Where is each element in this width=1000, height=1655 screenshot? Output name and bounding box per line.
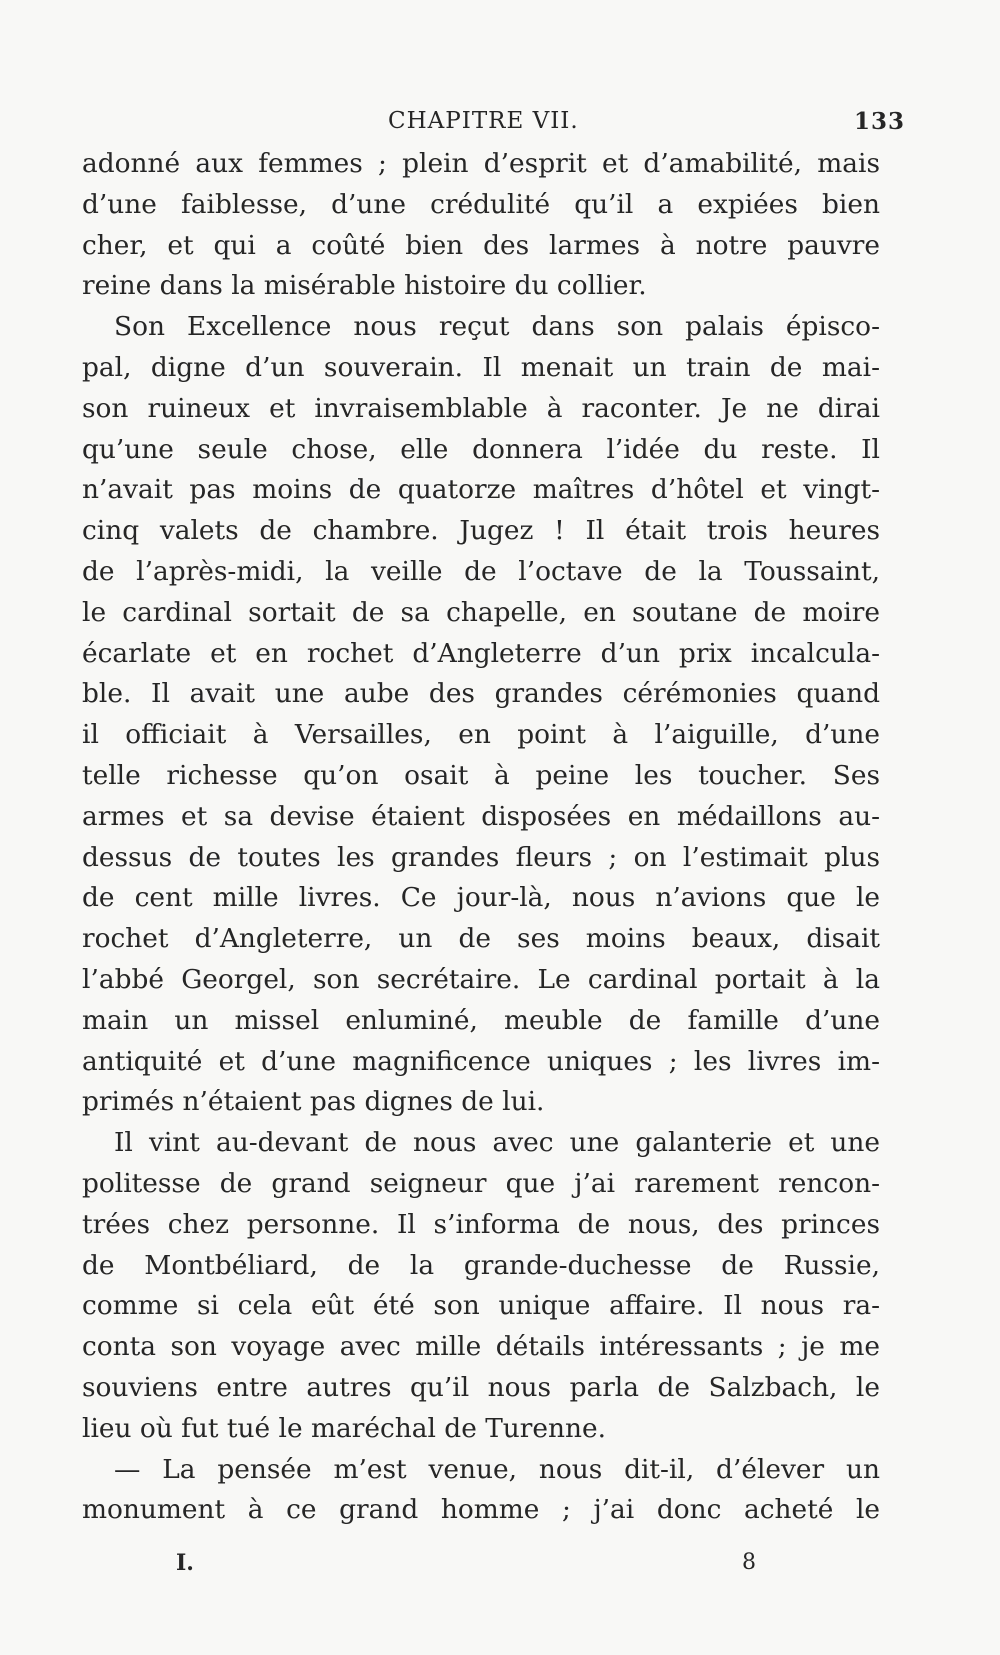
text-line: le cardinal sortait de sa chapelle, en soutane de moire xyxy=(82,596,880,628)
text-line: n’avait pas moins de quatorze maîtres d’hôtel et vingt- xyxy=(82,474,880,506)
text-line: d’une faiblesse, d’une crédulité qu’il a expiées bien xyxy=(82,188,880,220)
text-line: cher, et qui a coûté bien des larmes à notre pauvre xyxy=(82,229,880,261)
text-line: monument à ce grand homme ; j’ai donc acheté le xyxy=(82,1494,880,1526)
text-line: antiquité et d’une magnificence uniques ; les livres im- xyxy=(82,1045,880,1077)
text-line: primés n’étaient pas dignes de lui. xyxy=(82,1086,545,1118)
text-line: écarlate et en rochet d’Angleterre d’un prix incalcula- xyxy=(82,637,880,669)
text-line: son ruineux et invraisemblable à raconter. Je ne dirai xyxy=(82,392,880,424)
text-line: l’abbé Georgel, son secrétaire. Le cardinal portait à la xyxy=(82,963,880,995)
text-line: telle richesse qu’on osait à peine les toucher. Ses xyxy=(82,759,880,791)
signature-number: 8 xyxy=(742,1550,756,1575)
text-line: main un missel enluminé, meuble de famille d’une xyxy=(82,1004,880,1036)
text-line: — La pensée m’est venue, nous dit-il, d’élever un xyxy=(114,1453,880,1485)
text-line: ble. Il avait une aube des grandes cérémonies quand xyxy=(82,678,880,710)
text-line: trées chez personne. Il s’informa de nous, des princes xyxy=(82,1208,880,1240)
text-line: Il vint au-devant de nous avec une galanterie et une xyxy=(114,1127,880,1159)
text-line: il officiait à Versailles, en point à l’aiguille, d’une xyxy=(82,719,880,751)
text-line: politesse de grand seigneur que j’ai rarement rencon- xyxy=(82,1167,880,1199)
text-line: reine dans la misérable histoire du collier. xyxy=(82,270,647,302)
text-line: adonné aux femmes ; plein d’esprit et d’amabilité, mais xyxy=(82,148,880,179)
text-line: lieu où fut tué le maréchal de Turenne. xyxy=(82,1412,607,1444)
text-line: de l’après-midi, la veille de l’octave de la Toussaint, xyxy=(82,555,880,587)
running-header xyxy=(0,108,1000,138)
signature-mark: I. xyxy=(176,1550,194,1576)
text-line: conta son voyage avec mille détails intéressants ; je me xyxy=(82,1331,880,1363)
text-line: souviens entre autres qu’il nous parla de Salzbach, le xyxy=(82,1371,880,1403)
text-line: Son Excellence nous reçut dans son palais épisco- xyxy=(114,311,880,343)
running-title: CHAPITRE VII. xyxy=(388,108,579,134)
text-line: de Montbéliard, de la grande-duchesse de Russie, xyxy=(82,1249,880,1281)
text-line: cinq valets de chambre. Jugez ! Il était trois heures xyxy=(82,515,880,547)
text-line: pal, digne d’un souverain. Il menait un train de mai- xyxy=(82,351,880,383)
text-line: qu’une seule chose, elle donnera l’idée du reste. Il xyxy=(82,433,880,465)
text-line: comme si cela eût été son unique affaire. Il nous ra- xyxy=(82,1290,880,1322)
text-line: de cent mille livres. Ce jour-là, nous n’avions que le xyxy=(82,882,880,914)
text-line: dessus de toutes les grandes fleurs ; on l’estimait plus xyxy=(82,841,880,873)
text-line: rochet d’Angleterre, un de ses moins beaux, disait xyxy=(82,923,880,955)
text-line: armes et sa devise étaient disposées en médaillons au- xyxy=(82,800,880,832)
signature-footer xyxy=(0,1550,1000,1580)
body-text xyxy=(82,144,880,1531)
page-number: 133 xyxy=(854,108,906,135)
